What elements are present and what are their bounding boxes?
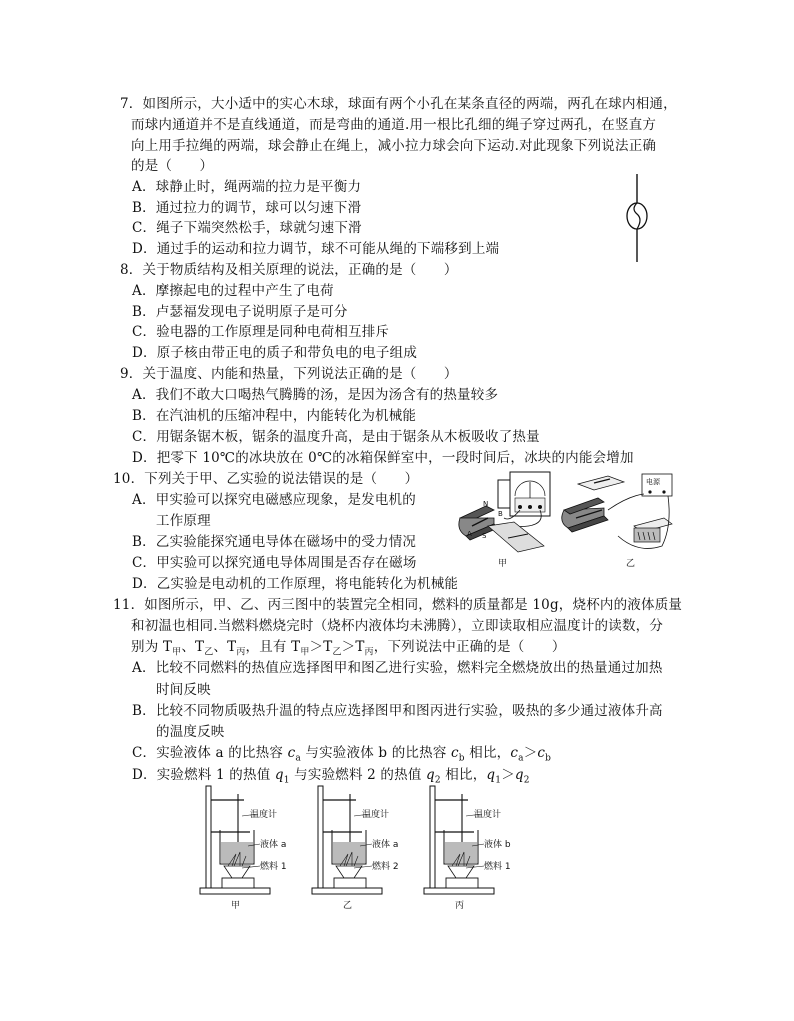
jia-caption: 甲 <box>231 901 241 911</box>
bing-liquid-label: 液体 b <box>484 840 511 850</box>
jia-fuel-label: 燃料 1 <box>260 862 287 872</box>
q7-option-c: C．绳子下端突然松手，球就匀速下滑 <box>132 220 362 236</box>
jia-thermometer-label: 温度计 <box>250 810 278 820</box>
q11-option-c: C．实验液体 a 的比热容 $c_a$ 与实验液体 b 的比热容 $c_b$ 相比，$c_a>c_b$ <box>132 745 552 764</box>
q10-figure-jia <box>459 472 550 569</box>
q7-stem-line3: 向上用手拉绳的两端，球会静止在绳上，减小拉力球会向下运动.对此现象下列说法正确 <box>131 138 657 154</box>
q11-option-b-line1: B．比较不同物质吸热升温的特点应选择图甲和图丙进行实验，吸热的多少通过液体升高 <box>132 703 663 719</box>
apparatus-bing <box>424 786 511 911</box>
sub-jia: 甲 <box>172 647 182 658</box>
apparatus-jia <box>200 786 287 911</box>
fig-yi-label: 乙 <box>626 559 636 569</box>
q10-option-c: C．甲实验可以探究通电导体周围是否存在磁场 <box>132 555 417 571</box>
yi-fuel-label: 燃料 2 <box>372 862 399 872</box>
q10-experiment-figure <box>458 466 678 572</box>
q11-stem-line3: 别为 $T_甲$、$T_乙$、$T_丙$，且有 $T_甲>T_乙>T_丙$，下列说法中正确的是（ ） <box>131 639 566 658</box>
q10-option-a-line1: A．甲实验可以探究电磁感应现象，是发电机的 <box>132 492 416 508</box>
q7-stem-line2: 而球内通道并不是直线通道，而是弯曲的通道.用一根比孔细的绳子穿过两孔，在竖直方 <box>131 117 657 133</box>
yi-thermometer-label: 温度计 <box>362 810 390 820</box>
q7-option-d: D．通过手的运动和拉力调节，球不可能从绳的下端移到上端 <box>132 241 500 257</box>
point-a-label: A <box>467 530 472 538</box>
q8-stem: 8．关于物质结构及相关原理的说法，正确的是（ ） <box>120 262 458 278</box>
magnet-n-label: N <box>483 500 489 508</box>
q11-option-b-line2: 的温度反映 <box>156 724 225 740</box>
fig-jia-label: 甲 <box>498 559 508 569</box>
point-b-label: B <box>498 510 503 518</box>
yi-caption: 乙 <box>343 901 353 911</box>
q9-option-c: C．用锯条锯木板，锯条的温度升高，是由于锯条从木板吸收了热量 <box>132 429 540 445</box>
q7-stem-line1: 7．如图所示，大小适中的实心木球，球面有两个小孔在某条直径的两端，两孔在球内相通， <box>120 96 677 112</box>
jia-liquid-label: 液体 a <box>260 840 287 850</box>
q11-stem-line2: 和初温也相同.当燃料燃烧完时（烧杯内液体均未沸腾），立即读取相应温度计的读数，分 <box>131 618 664 634</box>
q11-option-a-line1: A．比较不同燃料的热值应选择图甲和图乙进行实验，燃料完全燃烧放出的热量通过加热 <box>132 660 663 676</box>
apparatus-yi <box>312 786 399 911</box>
q8-option-c: C．验电器的工作原理是同种电荷相互排斥 <box>132 324 390 340</box>
q10-option-a-line2: 工作原理 <box>156 513 211 529</box>
magnet-s-label: S <box>482 532 487 540</box>
q11-option-d: D．实验燃料 1 的热值 $q_1$ 与实验燃料 2 的热值 $q_2$ 相比，$q_1>q_2$ <box>132 767 530 786</box>
q10-option-b: B．乙实验能探究通电导体在磁场中的受力情况 <box>132 534 417 550</box>
q7-ball-on-rope-figure <box>618 172 658 264</box>
q10-figure-yi <box>562 474 672 569</box>
q11-option-a-line2: 时间反映 <box>156 682 211 698</box>
yi-liquid-label: 液体 a <box>372 840 399 850</box>
q9-option-a: A．我们不敢大口喝热气腾腾的汤，是因为汤含有的热量较多 <box>132 387 499 403</box>
q7-option-a: A．球静止时，绳两端的拉力是平衡力 <box>132 179 362 195</box>
q7-option-b: B．通过拉力的调节，球可以匀速下滑 <box>132 200 362 216</box>
bing-fuel-label: 燃料 1 <box>484 862 511 872</box>
bing-caption: 丙 <box>455 901 465 911</box>
q10-stem: 10．下列关于甲、乙实验的说法错误的是（ ） <box>113 471 419 487</box>
bing-thermometer-label: 温度计 <box>474 810 502 820</box>
q8-option-d: D．原子核由带正电的质子和带负电的电子组成 <box>132 345 418 361</box>
q9-option-d: D．把零下 10℃的冰块放在 0℃的冰箱保鲜室中，一段时间后，冰块的内能会增加 <box>132 450 634 466</box>
q10-option-d: D．乙实验是电动机的工作原理，将电能转化为机械能 <box>132 576 459 592</box>
q11-heating-apparatus-figure <box>198 784 528 916</box>
q8-option-a: A．摩擦起电的过程中产生了电荷 <box>132 283 334 299</box>
q11-stem-line1: 11．如图所示，甲、乙、丙三图中的装置完全相同，燃料的质量都是 10g，烧杯内的液体质量 <box>113 597 683 613</box>
q8-option-b: B．卢瑟福发现电子说明原子是可分 <box>132 304 348 320</box>
q9-option-b: B．在汽油机的压缩冲程中，内能转化为机械能 <box>132 408 417 424</box>
q9-stem: 9．关于温度、内能和热量，下列说法正确的是（ ） <box>120 366 458 382</box>
q7-stem-line4: 的是（ ） <box>131 158 214 174</box>
power-label: 电源 <box>646 478 660 486</box>
